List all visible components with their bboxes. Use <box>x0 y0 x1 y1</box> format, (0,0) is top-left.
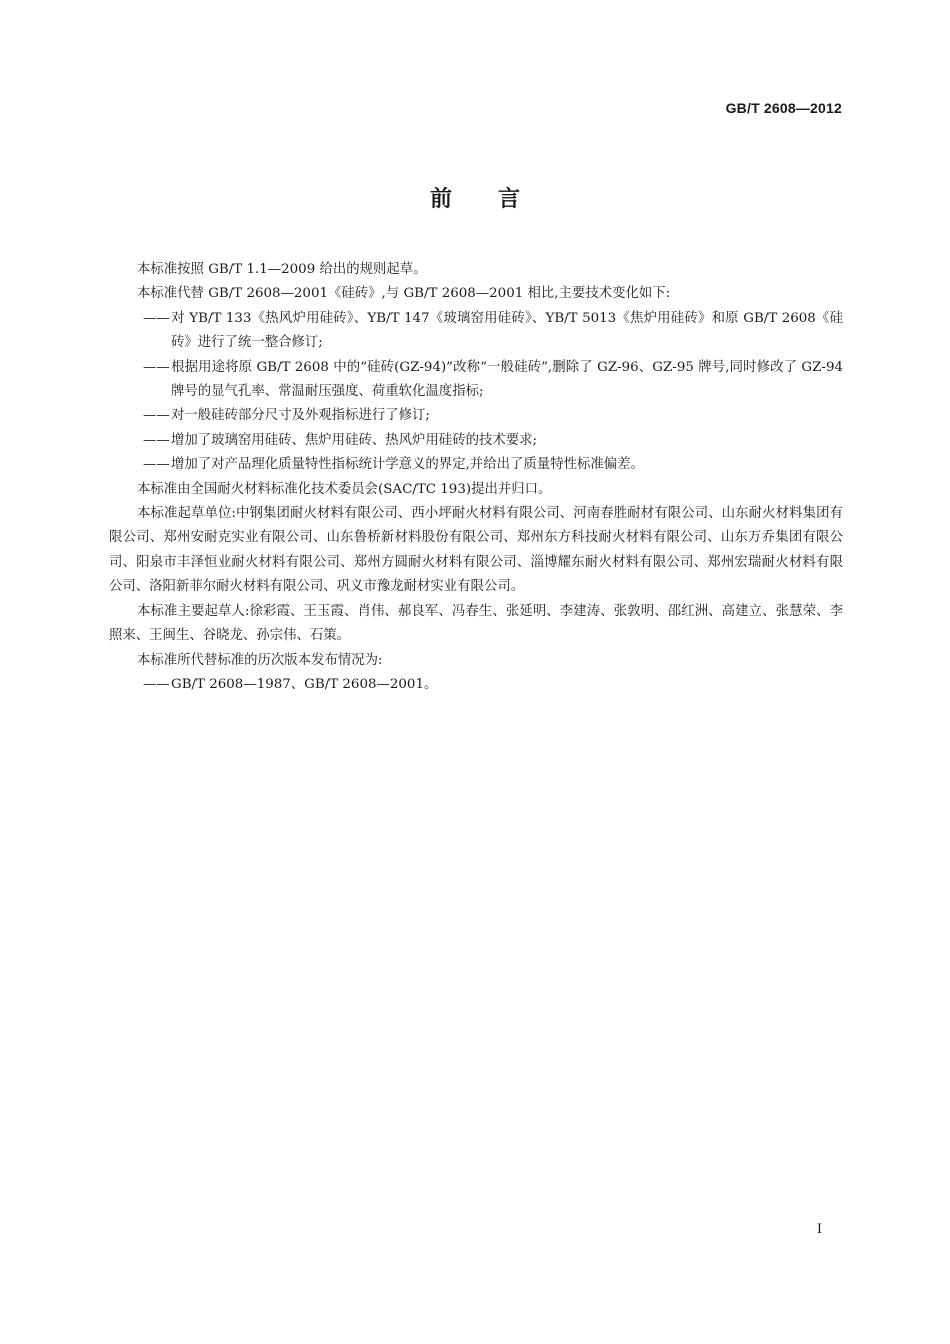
dash-marker: —— <box>143 457 170 473</box>
dash-marker: —— <box>143 676 170 692</box>
change-item-1 <box>109 307 843 356</box>
page-title: 前言 <box>429 187 566 212</box>
paragraph-drafting-units: 本标准起草单位:中钢集团耐火材料有限公司、西小坪耐火材料有限公司、河南春胜耐材有限公司、山东耐火材料集团有限公司、郑州安耐克实业有限公司、山东鲁桥新材料股份有限公司、郑州东方科技耐火材料有限公司、山东万乔集团有限公司、阳泉市丰泽恒业耐火材料有限公司、郑州方圆耐火材料有限公司、淄博耀东耐火材料有限公司、郑州宏瑞耐火材料有限公司、洛阳新菲尔耐火材料有限公司、巩义市豫龙耐材实业有限公司。 <box>109 506 843 595</box>
change-item-text: 增加了玻璃窑用硅砖、焦炉用硅砖、热风炉用硅砖的技术要求; <box>171 432 538 448</box>
dash-marker: —— <box>143 432 170 448</box>
standard-code: GB/T 2608—2012 <box>725 100 842 116</box>
dash-marker: —— <box>143 359 170 375</box>
change-item-text: 增加了对产品理化质量特性指标统计学意义的界定,并给出了质量特性标准偏差。 <box>171 457 644 473</box>
paragraph-version-history: 本标准所代替标准的历次版本发布情况为: <box>137 652 383 668</box>
foreword-body <box>109 258 843 697</box>
paragraph-drafters: 本标准主要起草人:徐彩霞、王玉霞、肖伟、郝良军、冯春生、张延明、李建涛、张敦明、邵红洲、高建立、张慧荣、李照来、王闽生、谷晓龙、孙宗伟、石策。 <box>109 603 843 644</box>
change-item-3 <box>109 404 843 428</box>
version-history-item <box>109 673 843 697</box>
change-item-text: 对一般硅砖部分尺寸及外观指标进行了修订; <box>171 408 430 424</box>
paragraph-replacement: 本标准代替 GB/T 2608—2001《硅砖》,与 GB/T 2608—2001 相比,主要技术变化如下: <box>137 286 671 302</box>
change-item-2 <box>109 356 843 405</box>
change-item-5 <box>109 453 843 477</box>
paragraph-drafting-rules: 本标准按照 GB/T 1.1—2009 给出的规则起草。 <box>137 262 427 277</box>
change-item-text: 根据用途将原 GB/T 2608 中的“硅砖(GZ-94)”改称“一般硅砖”,删除了 GZ-96、GZ-95 牌号,同时修改了 GZ-94 牌号的显气孔率、常温耐压强度、荷重软化温度指标; <box>171 359 843 400</box>
change-item-4 <box>109 429 843 453</box>
paragraph-proposer: 本标准由全国耐火材料标准化技术委员会(SAC/TC 193)提出并归口。 <box>137 481 552 497</box>
dash-marker: —— <box>143 310 170 326</box>
version-history-text: GB/T 2608—1987、GB/T 2608—2001。 <box>171 676 438 692</box>
change-item-text: 对 YB/T 133《热风炉用硅砖》、YB/T 147《玻璃窑用硅砖》、YB/T 5013《焦炉用硅砖》和原 GB/T 2608《硅砖》进行了统一整合修订; <box>171 310 843 351</box>
dash-marker: —— <box>143 408 170 424</box>
page-number: I <box>816 1222 822 1237</box>
